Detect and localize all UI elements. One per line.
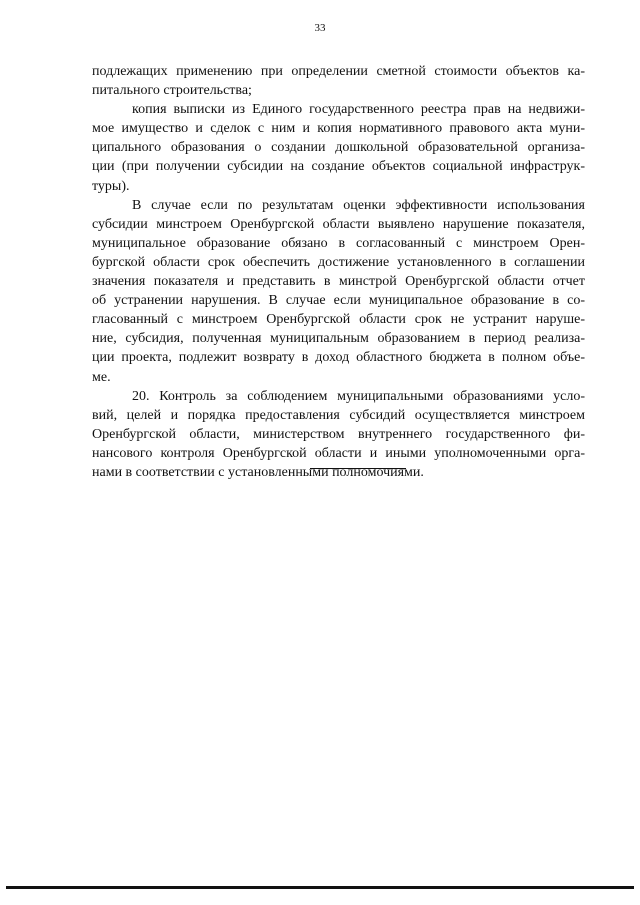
text-line: ции (при получении субсидии на создание объектов социальной инфраструк- [92,159,585,175]
text-line: об устранении нарушения. В случае если муниципальное образование в со- [92,293,585,309]
paragraph-construction-cost [92,62,585,100]
text-line: туры). [92,178,130,194]
text-line: значения показателя и представить в минстрой Оренбургской области отчет [92,274,585,290]
text-line: подлежащих применению при определении сметной стоимости объектов ка- [92,64,585,79]
text-line: Оренбургской области, министерством внутреннего государственного фи- [92,426,585,442]
text-line: нами в соответствии с установленными полномочиями. [92,464,424,480]
text-line: бургской области срок обеспечить достижение установленного в соглашении [92,254,585,270]
text-line: муниципальное образование обязано в согласованный с минстроем Орен- [92,235,585,251]
text-line: 20. Контроль за соблюдением муниципальными образованиями усло- [132,388,585,404]
text-line: вий, целей и порядка предоставления субсидий осуществляется минстроем [92,407,585,423]
paragraph-efficiency-violation [92,196,585,387]
text-line: В случае если по результатам оценки эффективности использования [132,197,585,213]
text-line: ме. [92,369,111,385]
text-line: мое имущество и сделок с ним и копия нормативного правового акта муни- [92,121,585,137]
page-number: 33 [314,22,326,34]
paragraph-registry-extract [92,100,585,195]
text-line: ние, субсидия, полученная муниципальным образованием в период реализа- [92,331,585,347]
text-line: копия выписки из Единого государственного реестра прав на недвижи- [132,102,585,118]
text-line: нансового контроля Оренбургской области и иными уполномоченными орга- [92,445,585,461]
text-line: ципального образования о создании дошкольной образовательной организа- [92,140,585,156]
section-end-divider [310,468,406,469]
text-line: питального строительства; [92,83,252,99]
text-line: ции проекта, подлежит возврату в доход областного бюджета в полном объе- [92,350,585,366]
document-body [92,62,585,482]
text-line: гласованный с минстроем Оренбургской области срок не устранит наруше- [92,312,585,328]
page-bottom-border [6,886,634,889]
text-line: субсидии минстроем Оренбургской области выявлено нарушение показателя, [92,216,585,232]
